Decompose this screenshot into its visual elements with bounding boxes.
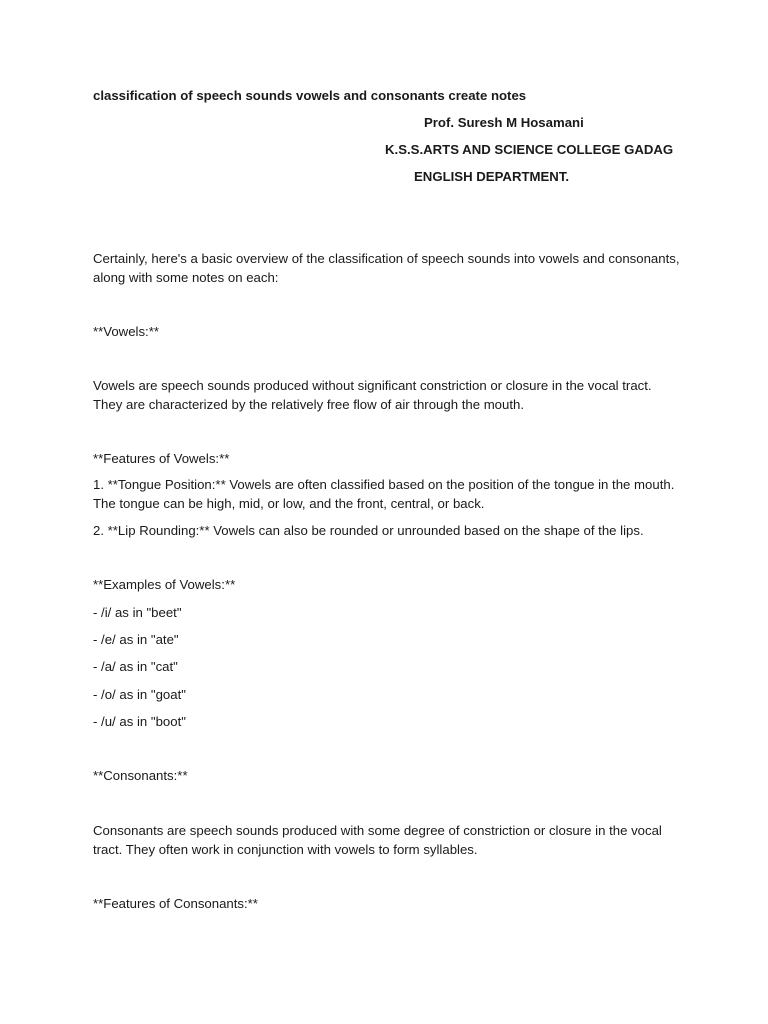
vowels-feature-item: 1. **Tongue Position:** Vowels are often classified based on the position of the tongue in the mouth. The tongue can be high, mid, or low, and the front, central, or back. xyxy=(93,477,675,511)
vowel-example-item: - /i/ as in "beet" xyxy=(93,605,182,620)
vowels-features-heading: **Features of Vowels:** xyxy=(93,451,230,466)
vowel-example-item: - /e/ as in "ate" xyxy=(93,632,179,647)
consonants-description: Consonants are speech sounds produced with some degree of constriction or closure in the vocal tract. They often work in conjunction with vowels to form syllables. xyxy=(93,823,662,857)
department-name: ENGLISH DEPARTMENT. xyxy=(414,169,570,184)
intro-paragraph: Certainly, here's a basic overview of the classification of speech sounds into vowels and consonants, along with some notes on each: xyxy=(93,251,680,285)
author-name: Prof. Suresh M Hosamani xyxy=(424,115,584,130)
vowels-heading: **Vowels:** xyxy=(93,324,159,339)
college-name: K.S.S.ARTS AND SCIENCE COLLEGE GADAG xyxy=(385,142,674,157)
vowel-example-item: - /o/ as in "goat" xyxy=(93,687,186,702)
vowel-example-item: - /u/ as in "boot" xyxy=(93,714,186,729)
vowels-feature-item: 2. **Lip Rounding:** Vowels can also be rounded or unrounded based on the shape of the lips. xyxy=(93,523,644,538)
vowels-description: Vowels are speech sounds produced without significant constriction or closure in the vocal tract. They are characterized by the relatively free flow of air through the mouth. xyxy=(93,378,652,412)
vowel-example-item: - /a/ as in "cat" xyxy=(93,659,178,674)
document-title: classification of speech sounds vowels and consonants create notes xyxy=(93,88,527,103)
vowels-examples-heading: **Examples of Vowels:** xyxy=(93,577,236,592)
consonants-heading: **Consonants:** xyxy=(93,768,188,783)
consonants-features-heading: **Features of Consonants:** xyxy=(93,896,258,911)
